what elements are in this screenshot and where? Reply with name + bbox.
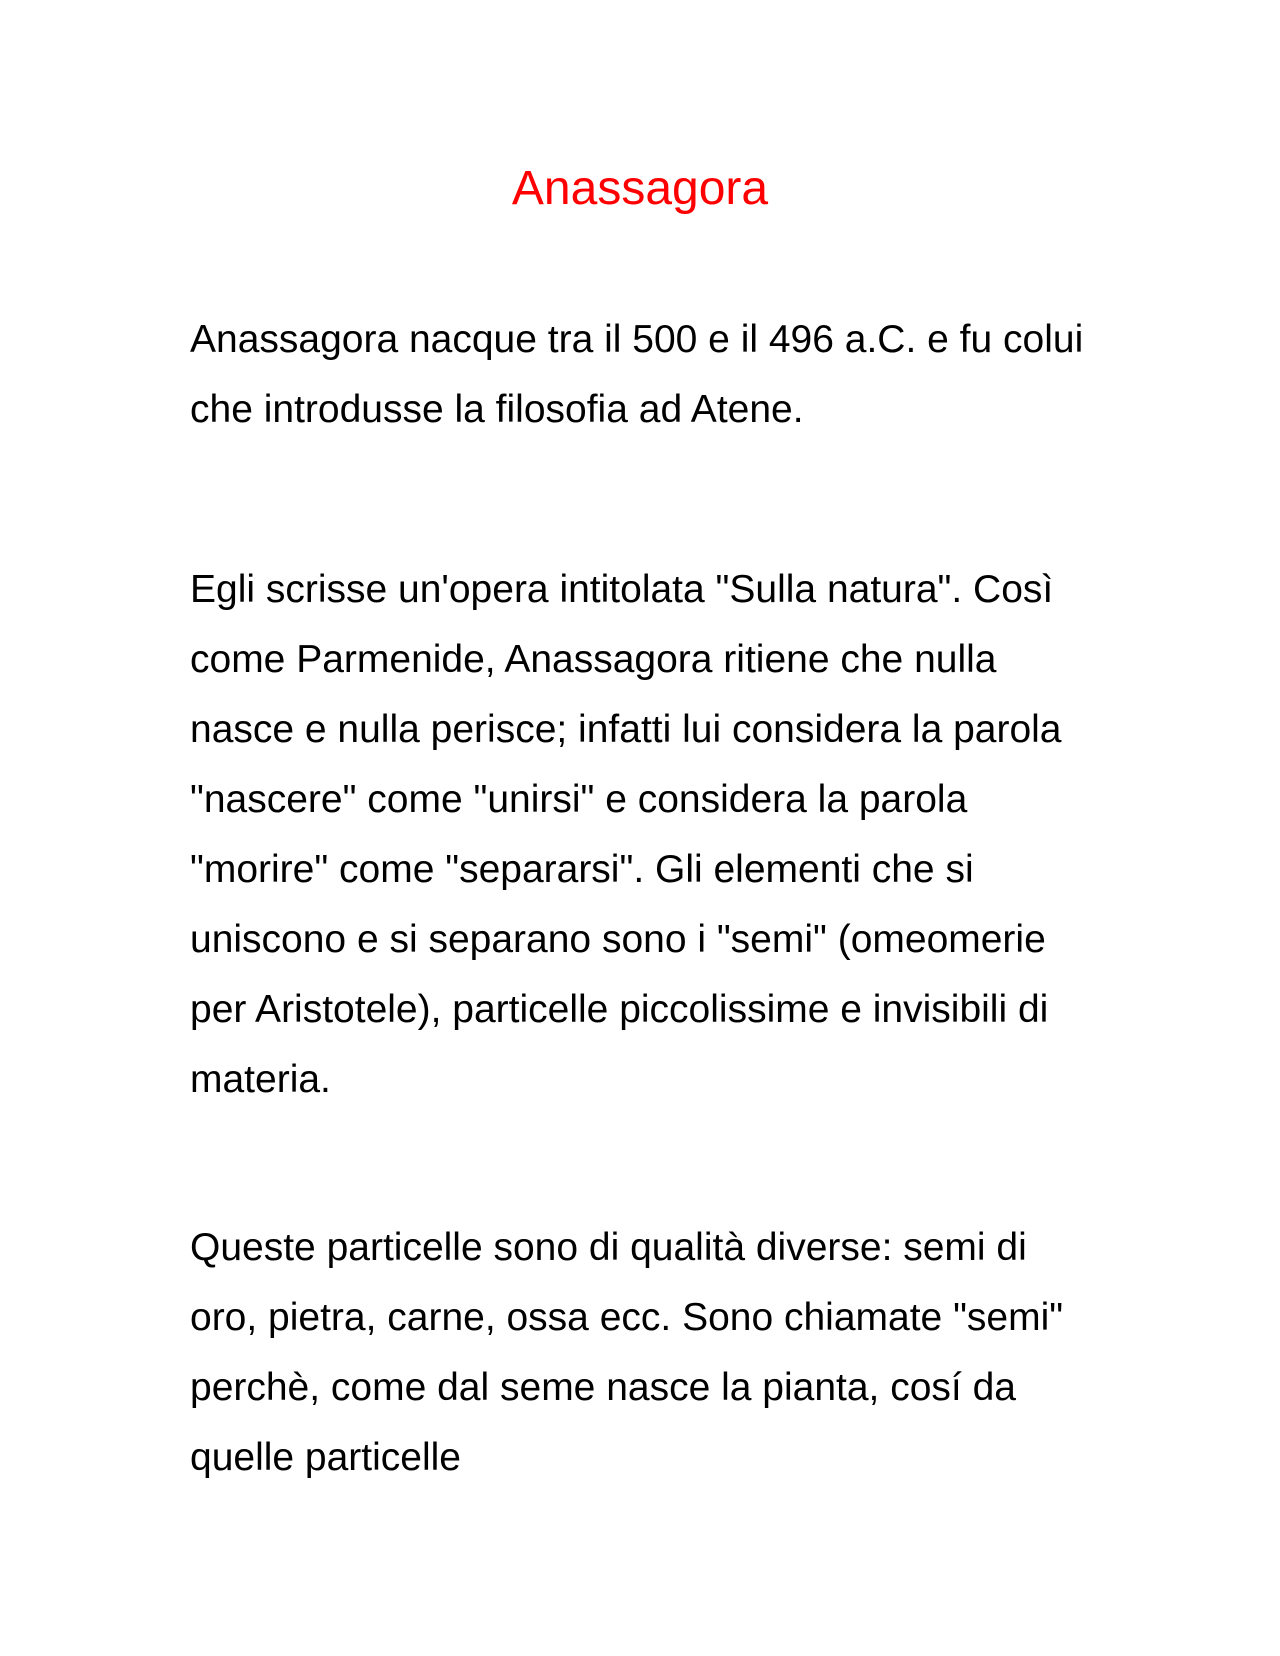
document-title: Anassagora <box>511 162 769 215</box>
paragraph-intro: Anassagora nacque tra il 500 e il 496 a.C. e fu colui che introdusse la filosofia ad Atene. <box>190 318 1084 431</box>
paragraph-sulla-natura: Egli scrisse un'opera intitolata "Sulla natura". Così come Parmenide, Anassagora ritiene che nulla nasce e nulla perisce; infatti lui considera la parola "nascere" come "unirsi" e considera la parola "morire" come "separarsi". Gli elementi che si uniscono e si separano sono i "semi" (omeomerie per Aristotele), particelle piccolissime e invisibili di materia. <box>190 568 1062 1101</box>
paragraph-particelle: Queste particelle sono di qualità diverse: semi di oro, pietra, carne, ossa ecc. Sono chiamate "semi" perchè, come dal seme nasce la pianta, cosí da quelle particelle <box>190 1226 1064 1479</box>
